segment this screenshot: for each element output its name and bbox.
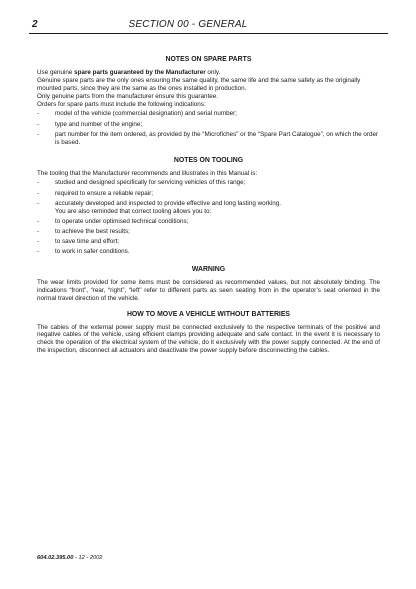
page-content <box>37 56 380 355</box>
list-dash: - <box>37 199 40 207</box>
list-item <box>37 200 380 216</box>
list-item <box>37 248 380 256</box>
list-item-text: type and number of the engine; <box>55 120 143 128</box>
list-item <box>37 228 380 236</box>
list-dash: - <box>37 120 40 128</box>
spare-parts-list <box>37 110 380 146</box>
list-item <box>37 190 380 198</box>
warning-heading: WARNING <box>191 266 226 273</box>
spare-parts-intro-start: Use genuine <box>37 68 75 76</box>
spare-parts-intro <box>37 69 380 77</box>
spare-parts-intro-bold: spare parts guaranteed by the Manufacturer <box>74 68 206 76</box>
spare-parts-intro-end: only. <box>205 68 221 76</box>
tooling-list <box>37 179 380 255</box>
list-item-text: to work in safer conditions. <box>55 247 130 255</box>
list-item-text: part number for the item ordered, as provided by the “Microfiches” or the “Spare Part Catalogue”, on which the order is based. <box>55 130 379 146</box>
batteries-heading: HOW TO MOVE A VEHICLE WITHOUT BATTERIES <box>126 310 291 318</box>
list-dash: - <box>37 189 40 197</box>
list-item <box>37 218 380 226</box>
list-item <box>37 238 380 246</box>
list-dash: - <box>37 217 40 225</box>
spare-parts-guarantee: Only genuine parts from the manufacturer ensure this guarantee. <box>37 92 218 100</box>
list-item <box>37 179 380 187</box>
footer-separator: - <box>73 555 79 561</box>
list-item <box>37 131 380 147</box>
list-dash: - <box>37 130 40 138</box>
section-title: SECTION 00 - GENERAL <box>128 19 248 30</box>
batteries-text: The cables of the external power supply must be connected exclusively to the respective terminals of the positive and negative cables of the vehicle, using efficient clamps providing adequate and safe contact. In the event it is necessary to check the operation of the electrical system of the vehicle, do it exclusively with the power supply connected. At the end of the inspection, disconnect all actuators and deactivate the power supply before disconnecting the cables. <box>37 323 380 355</box>
tooling-heading: NOTES ON TOOLING <box>173 156 244 164</box>
list-dash: - <box>37 227 40 235</box>
list-item-text: studied and designed specifically for servicing vehicles of this range; <box>55 179 246 187</box>
footer-code: 604.02.395.00 <box>37 555 74 561</box>
spare-parts-orders: Orders for spare parts must include the following indications: <box>37 100 206 108</box>
warning-text: The wear limits provided for some items must be considered as recommended values, but not absolutely binding. The indications “front”, “rear, “right”, “left” refer to different parts as seen seating from in the operator’s seat oriented in the normal travel direction of the vehicle. <box>37 278 380 302</box>
page-number: 2 <box>32 19 38 30</box>
spare-parts-paragraph: Genuine spare parts are the only ones ensuring the same quality, the same life and the same safety as the originally mounted parts, since they are the same as the ones installed in production. <box>37 76 361 92</box>
list-dash: - <box>37 237 40 245</box>
list-item-text: required to ensure a reliable repair; <box>55 189 154 197</box>
header-rule <box>29 33 388 34</box>
list-dash: - <box>37 179 40 187</box>
footer <box>37 555 102 561</box>
list-item-text: model of the vehicle (commercial designation) and serial number; <box>55 110 237 118</box>
list-item <box>37 110 380 118</box>
tooling-intro: The tooling that the Manufacturer recommends and illustrates in this Manual is: <box>37 169 258 177</box>
list-item-text: to achieve the best results; <box>55 227 130 235</box>
footer-date: 12 - 2002 <box>78 555 103 561</box>
list-dash: - <box>37 247 40 255</box>
list-item-text: to operate under optimised technical conditions; <box>55 217 189 225</box>
spare-parts-heading: NOTES ON SPARE PARTS <box>165 56 252 63</box>
list-item <box>37 121 380 129</box>
list-item-text: accurately developed and inspected to provide effective and long lasting working. You are also reminded that correct tooling allows you to: <box>55 199 282 215</box>
list-dash: - <box>37 110 40 118</box>
list-item-text: to save time and effort; <box>55 237 119 245</box>
